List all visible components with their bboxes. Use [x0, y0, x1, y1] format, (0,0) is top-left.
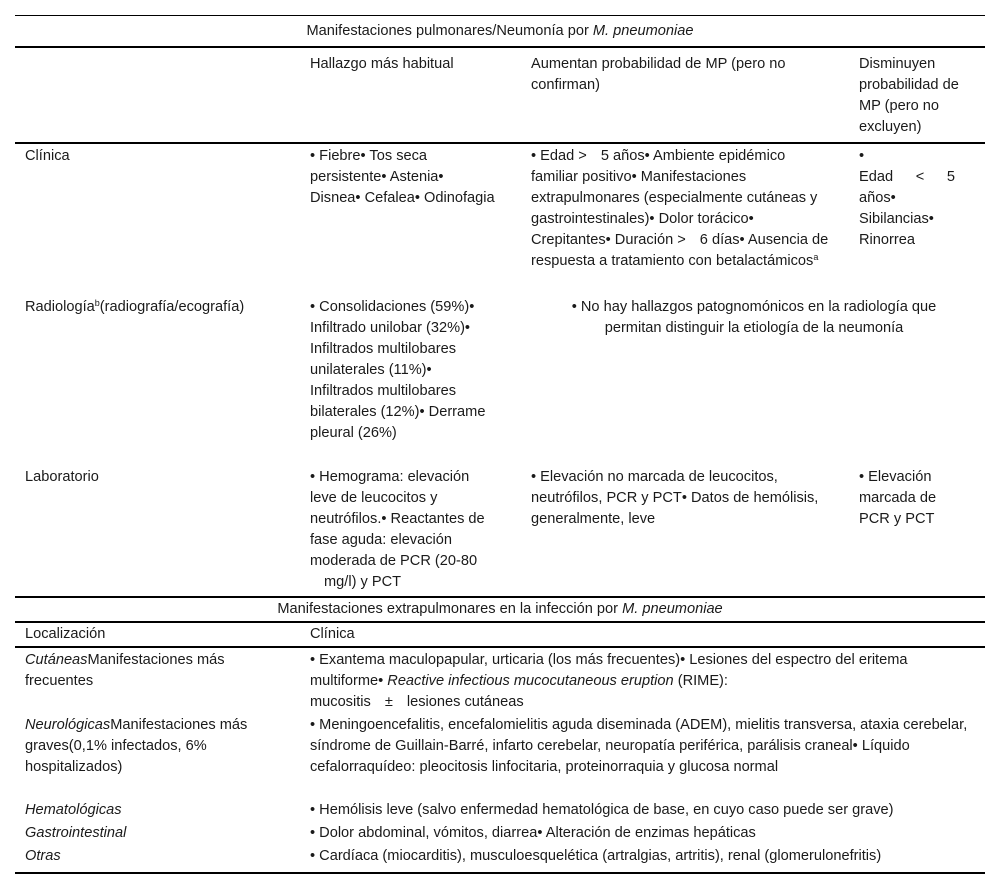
section1-header-rule — [15, 142, 985, 144]
section1-title-text: Manifestaciones pulmonares/Neumonía por — [306, 23, 593, 39]
cutaneas-label: Cutáneas — [25, 652, 88, 668]
clinica-disminuyen-rest: años• Sibilancias• Rinorrea — [859, 190, 934, 248]
section1-end-rule — [15, 596, 985, 598]
laboratorio-habitual-text2: mg/l) y PCT — [324, 574, 402, 590]
neurologicas-label: Neurológicas — [25, 717, 111, 733]
clinica-aumentan-text1: • Edad > — [531, 148, 587, 164]
laboratorio-disminuyen: • Elevación marcada de PCR y PCT — [859, 469, 937, 527]
cutaneas-clinica — [310, 650, 930, 713]
radiologia-merged-line1: • No hay hallazgos patognomónicos en la radiología que — [571, 299, 937, 315]
row-label-otras — [25, 846, 61, 867]
section2-title-rule — [15, 621, 985, 623]
clinica-disminuyen-lt: < — [915, 169, 925, 185]
hematologicas-label: Hematológicas — [25, 802, 122, 818]
footnote-a: a — [813, 252, 819, 262]
clinica-disminuyen-edad: Edad — [859, 169, 894, 185]
row-label-clinica: Clínica — [25, 148, 70, 164]
footnote-b: b — [94, 298, 100, 308]
table-bottom-rule — [15, 872, 985, 874]
radiologia-merged-line2: permitan distinguir la etiología de la neumonía — [604, 320, 904, 336]
radiologia-label-text: Radiología — [25, 299, 95, 315]
cutaneas-clinica-part2: (RIME): — [673, 673, 728, 689]
table-top-rule — [15, 15, 985, 16]
section1-title-rule — [15, 46, 985, 48]
row-label-laboratorio: Laboratorio — [25, 469, 99, 485]
col-header-aumentan: Aumentan probabilidad de MP (pero no confirman) — [531, 56, 786, 93]
radiologia-label-suffix: (radiografía/ecografía) — [99, 299, 245, 315]
row-label-cutaneas — [25, 650, 285, 692]
section2-title-text: Manifestaciones extrapulmonares en la infección por — [277, 601, 623, 617]
section1-title-organism: M. pneumoniae — [592, 23, 694, 39]
section1-title — [15, 21, 985, 42]
otras-clinica: • Cardíaca (miocarditis), musculoesquelética (artralgias, artritis), renal (glomerulonefritis) — [310, 848, 882, 864]
laboratorio-habitual — [310, 467, 490, 593]
clinica-aumentan — [531, 146, 831, 272]
neurologicas-clinica: • Meningoencefalitis, encefalomielitis aguda diseminada (ADEM), mielitis transversa, ataxia cerebelar, síndrome de Guillain-Barré, infarto cerebelar, neuropatía periférica, parálisis craneal• Líquido cefalorraquídeo: pleocitosis linfocitaria, proteinorraquia y glucosa normal — [310, 717, 968, 775]
row-label-neurologicas — [25, 715, 285, 778]
gastrointestinal-label: Gastrointestinal — [25, 825, 127, 841]
cutaneas-plusminus: ± — [384, 694, 393, 710]
clinica-aumentan-text2: 5 años• Ambiente epidémico familiar positivo• Manifestaciones extrapulmonares (especialmente cutáneas y gastrointestinales)• Dolor torácico• Crepitantes• Duración > — [531, 148, 818, 248]
row-label-hematologicas — [25, 800, 122, 821]
section2-header-rule — [15, 646, 985, 648]
clinica-disminuyen — [859, 146, 977, 251]
clinica-disminuyen-bullet: • — [859, 148, 865, 164]
row-label-gastrointestinal — [25, 823, 126, 844]
radiologia-habitual: • Consolidaciones (59%)• Infiltrado unilobar (32%)• Infiltrados multilobares unilaterales (11%)• Infiltrados multilobares bilaterales (12%)• Derrame pleural (26%) — [310, 299, 486, 441]
hematologicas-clinica: • Hemólisis leve (salvo enfermedad hematológica de base, en cuyo caso puede ser grave) — [310, 802, 894, 818]
section2-title-organism: M. pneumoniae — [622, 601, 723, 617]
otras-label: Otras — [25, 848, 61, 864]
radiologia-merged — [531, 297, 977, 339]
cutaneas-clinica-text — [310, 650, 930, 692]
laboratorio-aumentan: • Elevación no marcada de leucocitos, neutrófilos, PCR y PCT• Datos de hemólisis, generalmente, leve — [531, 469, 819, 527]
cutaneas-label-rest: Manifestaciones más frecuentes — [25, 652, 225, 689]
cutaneas-clinica-part1: • Exantema maculopapular, urticaria (los más frecuentes)• Lesiones del espectro del eritema multiforme• — [310, 652, 908, 689]
cutaneas-lesiones: lesiones cutáneas — [406, 694, 524, 710]
clinica-habitual: • Fiebre• Tos seca persistente• Astenia• Disnea• Cefalea• Odinofagia — [310, 148, 495, 206]
col-header-disminuyen: Disminuyen probabilidad de MP (pero no excluyen) — [859, 56, 959, 135]
cutaneas-clinica-rime: Reactive infectious mucocutaneous eruption — [387, 673, 674, 689]
clinica-disminuyen-edad-line — [859, 167, 955, 188]
gastrointestinal-clinica: • Dolor abdominal, vómitos, diarrea• Alteración de enzimas hepáticas — [310, 825, 756, 841]
neurologicas-label-rest: Manifestaciones más graves(0,1% infectados, 6% hospitalizados) — [25, 717, 248, 775]
col-header-localizacion: Localización — [25, 626, 106, 642]
section2-title — [15, 599, 985, 620]
laboratorio-habitual-text1: • Hemograma: elevación leve de leucocitos y neutrófilos.• Reactantes de fase aguda: elevación moderada de PCR (20-80 — [310, 469, 485, 569]
row-label-radiologia — [25, 297, 244, 318]
clinica-aumentan-text3: 6 días• Ausencia de respuesta a tratamiento con betalactámicos — [531, 232, 829, 269]
col-header-habitual: Hallazgo más habitual — [310, 56, 454, 72]
clinica-disminuyen-num: 5 — [946, 169, 955, 185]
col-header-clinica: Clínica — [310, 626, 355, 642]
cutaneas-clinica-line3 — [310, 692, 930, 713]
cutaneas-mucositis: mucositis — [310, 694, 371, 710]
